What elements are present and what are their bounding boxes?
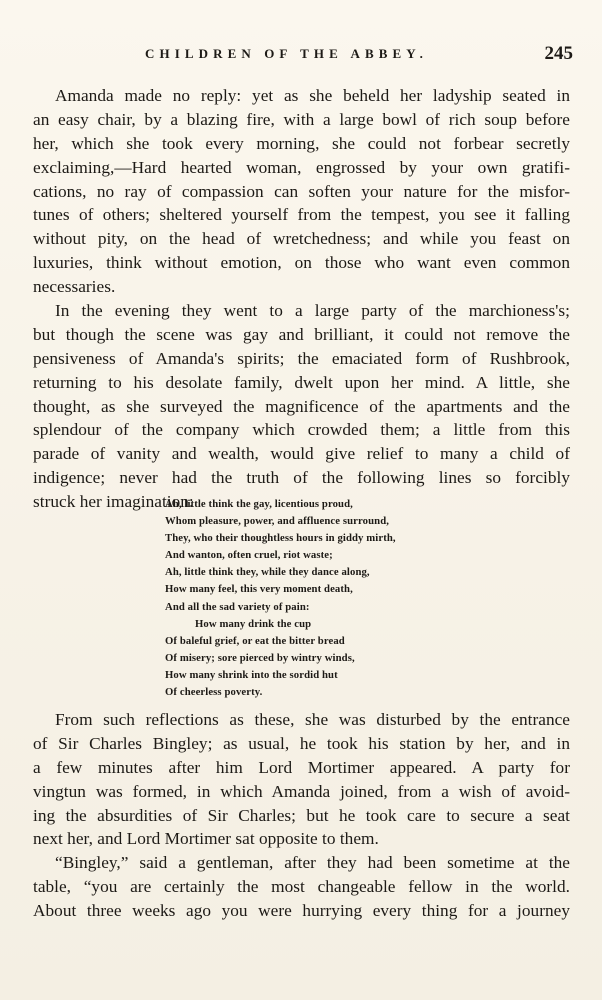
- text-line: ing the absurdities of Sir Charles; but he took care to secure a seat: [33, 805, 570, 825]
- text-line: cations, no ray of compassion can soften your nature for the misfor-: [33, 181, 570, 201]
- text-line: tunes of others; sheltered yourself from the tempest, you see it falling: [33, 205, 570, 225]
- text-line: table, “you are certainly the most changeable fellow in the world.: [33, 877, 570, 897]
- text-line: a few minutes after him Lord Mortimer appeared. A party for: [33, 757, 570, 777]
- text-line: “Bingley,” said a gentleman, after they had been sometime at the: [55, 853, 570, 873]
- poem-block: [165, 496, 465, 701]
- poem-line: Whom pleasure, power, and affluence surround,: [165, 515, 390, 528]
- text-line: struck her imagination:: [33, 492, 194, 512]
- poem-line: Ah, little think they, while they dance along,: [165, 566, 370, 579]
- text-line: parade of vanity and wealth, would give relief to many a child of: [33, 444, 570, 464]
- running-title: CHILDREN OF THE ABBEY.: [145, 46, 428, 61]
- text-line: From such reflections as these, she was disturbed by the entrance: [55, 710, 570, 729]
- text-line: without pity, on the head of wretchedness; and while you feast on: [33, 229, 570, 249]
- poem-line: Ah, little think the gay, licentious proud,: [165, 498, 353, 510]
- text-line: exclaiming,—Hard hearted woman, engrossed by your own gratifi-: [33, 157, 570, 177]
- text-line: pensiveness of Amanda's spirits; the emaciated form of Rushbrook,: [33, 348, 570, 368]
- text-line: next her, and Lord Mortimer sat opposite to them.: [33, 829, 379, 849]
- poem-line: And all the sad variety of pain:: [165, 600, 310, 613]
- text-line: necessaries.: [33, 277, 116, 297]
- poem-line: Of baleful grief, or eat the bitter bread: [165, 634, 345, 647]
- text-line: of Sir Charles Bingley; as usual, he took his station by her, and in: [33, 733, 570, 753]
- poem-line: Of cheerless poverty.: [165, 686, 263, 699]
- poem-line: And wanton, often cruel, riot waste;: [165, 549, 333, 562]
- text-line: her, which she took every morning, she could not forbear secretly: [33, 133, 570, 153]
- text-line: Amanda made no reply: yet as she beheld her ladyship seated in: [55, 86, 570, 105]
- poem-line: They, who their thoughtless hours in giddy mirth,: [165, 532, 396, 545]
- poem-line: How many shrink into the sordid hut: [165, 668, 338, 681]
- body-text-lower: [33, 708, 570, 923]
- text-line: indigence; never had the truth of the following lines so forcibly: [33, 468, 570, 488]
- poem-line: How many drink the cup: [195, 617, 312, 630]
- text-line: About three weeks ago you were hurrying every thing for a journey: [33, 901, 570, 921]
- body-text-upper: [33, 84, 570, 514]
- running-header: [33, 45, 573, 71]
- text-line: but though the scene was gay and brilliant, it could not remove the: [33, 324, 570, 344]
- poem-line: Of misery; sore pierced by wintry winds,: [165, 651, 355, 664]
- text-line: returning to his desolate family, dwelt upon her mind. A little, she: [33, 372, 570, 392]
- text-line: splendour of the company which crowded them; a little from this: [33, 420, 570, 440]
- text-line: thought, as she surveyed the magnificence of the apartments and the: [33, 396, 570, 416]
- text-line: In the evening they went to a large party of the marchioness's;: [55, 301, 570, 321]
- poem-line: How many feel, this very moment death,: [165, 583, 353, 596]
- text-line: luxuries, think without emotion, on those who want even common: [33, 253, 570, 273]
- text-line: an easy chair, by a blazing fire, with a large bowl of rich soup before: [33, 109, 570, 129]
- text-line: vingtun was formed, in which Amanda joined, from a wish of avoid-: [33, 781, 570, 801]
- page-number: 245: [544, 43, 573, 64]
